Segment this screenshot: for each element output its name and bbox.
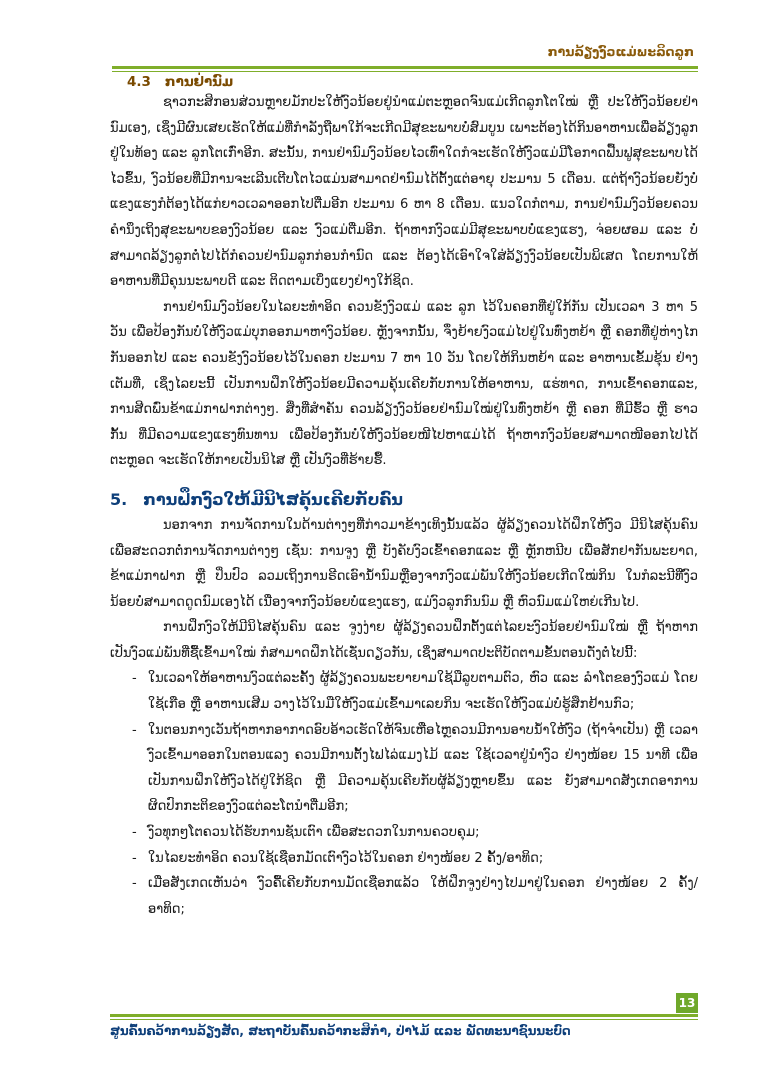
paragraph-weaning-method: ການຢ່ານົມງົວນ້ອຍໃນໄລຍະທຳອິດ ຄວນຂັງງົວແມ່ ແລະ ລູກ ໄວ້ໃນຄອກທີ່ຢູ່ໃກ້ກັນ ເປັນເວລາ 3 ຫາ 5 ວັນ ເພື່ອປ້ອງກັນບໍ່ໃຫ້ງົວແມ່ບຸກອອກມາຫາງົວນ້ອຍ. ຫຼັງຈາກນັ້ນ, ຈຶ່ງຍ້າຍງົວແມ່ໄປຢູ່ໃນທົ່ງຫຍ້າ ຫຼື ຄອກທີ່ຢູ່ຫ່າງໄກກັນອອກໄປ ແລະ ຄວນຂັງງົວນ້ອຍໄວ້ໃນຄອກ ປະມານ 7 ຫາ 10 ວັນ ໂດຍໃຫ້ກິນຫຍ້າ ແລະ ອາຫານເຂັ້ມຂຸ້ນ ຢ່າງເຕັມທີ່, ເຊິ່ງໄລຍະນີ້ ເປັນການຝຶກໃຫ້ງົວນ້ອຍມີຄວາມຄຸ້ນເຄີຍກັບການໃຫ້ອາຫານ, ແຮ່ທາດ, ການເຂົ້າຄອກແລະ, ການສີດພົ່ນຂ້າແມ່ກາຝາກຕ່າງໆ. ສິ່ງທີ່ສຳຄັນ ຄວນລ້ຽງງົວນ້ອຍຢ່ານົມໃໝ່ຢູ່ໃນທົ່ງຫຍ້າ ຫຼື ຄອກ ທີ່ມີຮົ້ວ ຫຼື ຮາວກັ້ນ ທີ່ມີຄວາມແຂງແຮງທົນທານ ເພື່ອປ້ອງກັນບໍ່ໃຫ້ງົວນ້ອຍໜີໄປຫາແມ່ໄດ້ ຖ້າຫາກງົວນ້ອຍສາມາດໜີອອກໄປໄດ້ຕະຫຼອດ ຈະເຮັດໃຫ້ກາຍເປັນນິໄສ ຫຼື ເປັນງົວທີ່ຮ້າຍຮື້. [110, 299, 698, 469]
list-item [110, 871, 698, 922]
list-item [110, 820, 698, 846]
subsection-number: 4.3 [127, 74, 151, 90]
bullet-dash: - [132, 850, 137, 866]
list-item-text: ເມື່ອສັງເກດເຫັນວ່າ ງົວຄື້ເຄີຍກັບການມັດເຊືອກແລ້ວ ໃຫ້ຝຶກຈູງຢ່າງໄປມາຢູ່ໃນຄອກ ຢ່າງໜ້ອຍ 2 ຄັ້ງ/ອາທິດ; [148, 876, 698, 917]
page-content [110, 74, 698, 922]
list-item-text: ໃນເວລາໃຫ້ອາຫານງົວແຕ່ລະຄັ້ງ ຜູ້ລ້ຽງຄວນພະຍາຍາມໃຊ້ມືລູບຕາມຕົວ, ຫົວ ແລະ ລຳໂຕຂອງງົວແມ່ ໂດຍໃຊ້ເກືອ ຫຼື ອາຫານເສີມ ວາງໄວ້ໃນມືໃຫ້ງົວແມ່ເຂົ້າມາເລຍກິນ ຈະເຮັດໃຫ້ງົວແມ່ບໍ່ຮູ້ສຶກຢ້ານກົວ; [148, 671, 698, 713]
list-item-text: ໃນໄລຍະທຳອິດ ຄວນໃຊ້ເຊືອກມັດເຕົາງົວໄວ້ໃນຄອກ ຢ່າງໜ້ອຍ 2 ຄັ້ງ/ອາທິດ; [148, 850, 544, 866]
section-title: ການຝຶກງົວໃຫ້ມີນິໄສຄຸ້ນເຄີຍກັບຄົນ [143, 489, 403, 509]
bullet-dash: - [132, 876, 137, 892]
bullet-dash: - [132, 825, 137, 841]
header-rule-thin [112, 71, 698, 72]
bullet-dash: - [132, 671, 137, 687]
training-steps-list [110, 666, 698, 922]
list-item [110, 718, 698, 820]
list-item [110, 846, 698, 872]
bullet-dash: - [132, 722, 137, 738]
running-header-title: ການລ້ຽງງົວແມ່ພະລິດລູກ [547, 44, 694, 59]
footer-organization: ສູນຄົ້ນຄວ້າການລ້ຽງສັດ, ສະຖາບັນຄົ້ນຄວ້າກະສິກຳ, ປ່າໄມ້ ແລະ ພັດທະນາຊົນນະບົດ [110, 1024, 571, 1038]
list-item-text: ໃນຕອນກາງເວັນຖ້າຫາກອາກາດອົບອ້າວເຮັດໃຫ້ຈົນເຫື່ອໄຫຼຄວນມີການອາບນ້ຳໃຫ້ງົວ (ຖ້າຈຳເປັນ) ຫຼື ເວລາງົວເຂົ້າມາອອກໃນຕອນແລງ ຄວນມີການຕັ້ງໄຟໄລ່ແມງໄມ້ ແລະ ໃຊ້ເວລາຢູ່ນຳງົວ ຢ່າງໜ້ອຍ 15 ນາທີ ເພື່ອເປັນການຝຶກໃຫ້ງົວໄດ້ຢູ່ໃກ້ຊິດ ຫຼື ມີຄວາມຄຸ້ນເຄີຍກັບຜູ້ລ້ຽງຫຼາຍຂຶ້ນ ແລະ ຍັງສາມາດສັງເກດອາການຜິດປົກກະຕິຂອງງົວແຕ່ລະໂຕນຳຕື່ມອີກ; [148, 722, 698, 815]
section-number: 5. [110, 489, 128, 509]
paragraph-training-intro: ນອກຈາກ ການຈັດການໃນດ້ານຕ່າງໆທີ່ກ່າວມາຂ້າງເທິງນັ້ນແລ້ວ ຜູ້ລ້ຽງຄວນໄດ້ຝຶກໃຫ້ງົວ ມີນິໄສຄຸ້ນຄົນ ເພື່ອສະດວກຕໍ່ການຈັດການຕ່າງໆ ເຊັ່ນ: ການຈູງ ຫຼື ບັງຄັບງົວເຂົ້າຄອກແລະ ຫຼື ຫຼັກຫນີບ ເພື່ອສັກຢາກັນພະຍາດ, ຂ້າແມ່ກາຝາກ ຫຼື ປິ່ນປົວ ລວມເຖິງການຣີດເອົານ້ຳນົມຫຼືອງຈາກງົວແມ່ພັນໃຫ້ງົວນ້ອຍເກີດໃໝ່ກິນ ໃນກໍລະນີທີ່ງົວນ້ອຍບໍ່ສາມາດດູດນົມເອງໄດ້ ເນື່ອງຈາກງົວນ້ອຍບໍ່ແຂງແຮງ, ແມ່ງົວລູກກົນນົມ ຫຼື ຫົວນົມແມ່ໃຫຍ່ເກີນໄປ. [110, 517, 698, 610]
subsection-title: ການຢ່ານົມ [164, 74, 234, 90]
subsection-heading [127, 74, 698, 90]
footer-rule [110, 1014, 698, 1017]
paragraph-training-steps: ການຝຶກງົວໃຫ້ມີນິໄສຄຸ້ນຄົນ ແລະ ຈູງງ່າຍ ຜູ້ລ້ຽງຄວນຝຶກຕັ້ງແຕ່ໄລຍະງົວນ້ອຍຢ່ານົມໃໝ່ ຫຼື ຖ້າຫາກເປັນງົວແມ່ພັນທີ່ຊື້ເຂົ້າມາໃໝ່ ກໍສາມາດຝຶກໄດ້ເຊັ່ນດຽວກັນ, ເຊິ່ງສາມາດປະຕິບັດຕາມຂັ້ນຕອນດັ່ງຕໍ່ໄປນີ້: [110, 620, 698, 661]
list-item [110, 666, 698, 717]
section-heading [110, 490, 698, 509]
header-rule [112, 66, 698, 69]
paragraph-weaning-intro: ຊາວກະສິກອນສ່ວນຫຼາຍມັກປະໃຫ້ງົວນ້ອຍຢູ່ນຳແມ່ຕະຫຼອດຈົນແມ່ເກີດລູກໂຕໃໝ່ ຫຼື ປະໃຫ້ງົວນ້ອຍຢ່ານົມເອງ, ເຊິ່ງມີຜົນເສຍເຮັດໃຫ້ແມ່ທີ່ກຳລັງຖືພາໃກ້ຈະເກີດມີສຸຂະພາບບໍ່ສົມບູນ ເພາະຕ້ອງໄດ້ກິນອາຫານເພື່ອລ້ຽງລູກຢູ່ໃນທ້ອງ ແລະ ລູກໂຕເກົ່າອີກ. ສະນັ້ນ, ການຢ່ານົມງົວນ້ອຍໄວເທົ່າໃດກໍຈະເຮັດໃຫ້ງົວແມ່ມີໂອກາດຟື້ນຟູສຸຂະພາບໄດ້ໄວຂຶ້ນ, ງົວນ້ອຍທີ່ມີການຈະເລີນເຕີບໂຕໄວແມ່ນສາມາດຢ່ານົມໄດ້ຕັ້ງແຕ່ອາຍຸ ປະມານ 5 ເດືອນ. ແຕ່ຖ້າງົວນ້ອຍຍັງບໍ່ແຂງແຮງກໍຕ້ອງໄດ້ແກ່ຍາວເວລາອອກໄປຕື່ມອີກ ປະມານ 6 ຫາ 8 ເດືອນ. ແນວໃດກໍຕາມ, ການຢ່ານົມງົວນ້ອຍຄວນຄຳນຶງເຖິງສຸຂະພາບຂອງງົວນ້ອຍ ແລະ ງົວແມ່ຕື່ມອີກ. ຖ້າຫາກງົວແມ່ມີສຸຂະພາບບໍ່ແຂງແຮງ, ຈ່ອຍຜອມ ແລະ ບໍ່ສາມາດລ້ຽງລູກຕໍ່ໄປໄດ້ກໍຄວນຢ່ານົມລູກກ່ອນກຳນົດ ແລະ ຕ້ອງໄດ້ເອົາໃຈໃສ່ລ້ຽງງົວນ້ອຍເປັນພິເສດ ໂດຍການໃຫ້ອາຫານທີ່ມີຄຸນນະພາບດີ ແລະ ຕິດຕາມເບິ່ງແຍງຢ່າງໃກ້ຊິດ. [110, 95, 698, 290]
page-number-badge: 13 [676, 993, 698, 1013]
list-item-text: ງົວທຸກໆໂຕຄວນໄດ້ຮັບການຊັນເຕົາ ເພື່ອສະດວກໃນການຄວບຄຸມ; [148, 825, 480, 841]
footer-rule-thin [110, 1019, 698, 1020]
